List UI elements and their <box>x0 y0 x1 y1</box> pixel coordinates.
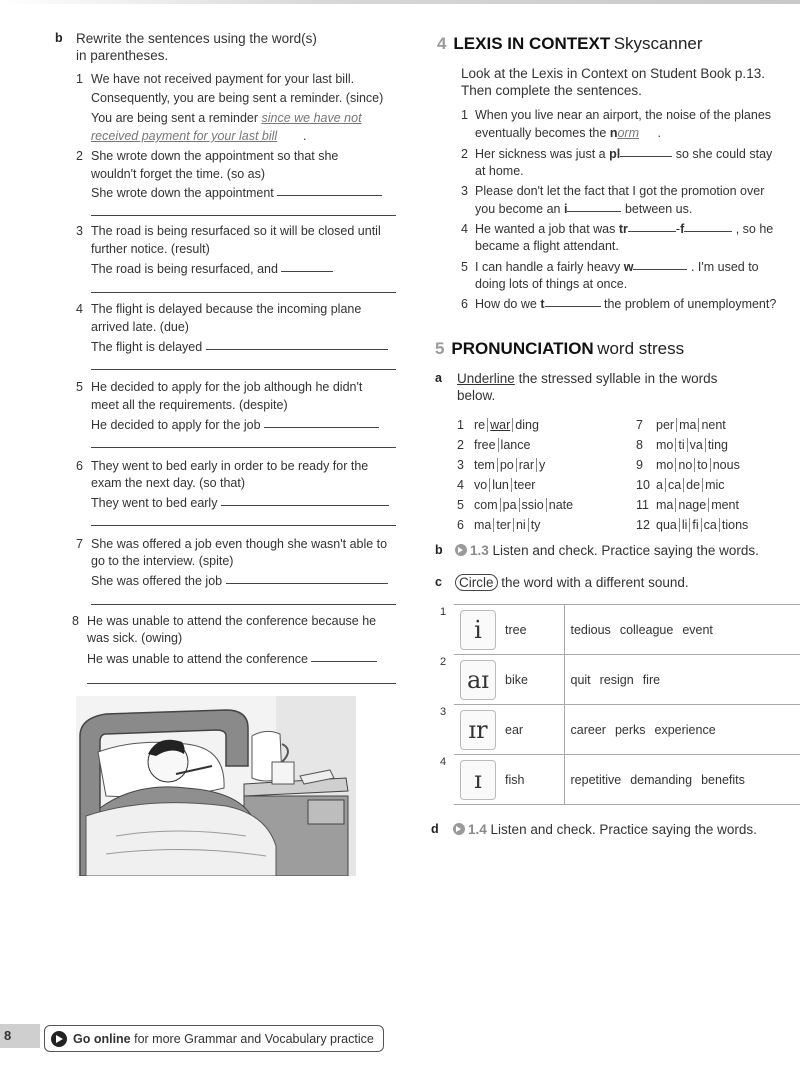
syllable[interactable]: rar <box>519 458 537 472</box>
answer-line[interactable] <box>91 215 396 216</box>
syllable[interactable]: y <box>539 458 546 472</box>
answer-blank[interactable] <box>628 231 676 232</box>
item-number: 4 <box>76 302 83 316</box>
item-number: 2 <box>76 149 83 163</box>
item-text: - <box>675 222 681 236</box>
audio-track-number: 1.4 <box>468 822 487 837</box>
sound-choice-word[interactable]: career <box>570 722 606 737</box>
syllable[interactable]: nage <box>678 498 709 512</box>
syllable[interactable]: ting <box>707 438 728 452</box>
letter-clue: i <box>563 202 568 216</box>
letter-clue: t <box>540 297 545 311</box>
sound-choice-word[interactable]: resign <box>599 672 634 687</box>
item-text: When you live near an airport, the noise of the planes <box>475 108 772 122</box>
syllable[interactable]: re <box>474 418 488 432</box>
part-b-instruction-1: Rewrite the sentences using the word(s) <box>76 31 317 46</box>
sound-choice-word[interactable]: colleague <box>619 622 674 637</box>
word-number: 1 <box>457 418 464 432</box>
answer-line[interactable] <box>87 683 396 684</box>
audio-icon[interactable] <box>455 544 467 556</box>
syllable[interactable]: vo <box>474 478 490 492</box>
sound-choice-word[interactable]: tedious <box>570 622 611 637</box>
word-number: 7 <box>636 418 643 432</box>
stress-word-item <box>457 438 530 452</box>
audio-track-number: 1.3 <box>470 543 489 558</box>
underline-word: Underline <box>457 371 515 386</box>
answer-blank[interactable] <box>545 306 601 307</box>
syllable[interactable]: de <box>686 478 703 492</box>
answer-blank[interactable] <box>620 156 672 157</box>
item-question: arrived late. (due) <box>91 320 189 334</box>
answer-blank[interactable] <box>567 211 621 212</box>
answer-line[interactable] <box>91 369 396 370</box>
syllable[interactable]: ssio <box>522 498 547 512</box>
syllable[interactable]: li <box>682 518 691 532</box>
word-number: 12 <box>636 518 650 532</box>
answer-blank[interactable] <box>311 661 377 662</box>
phoneme-symbol-icon: ɪ <box>460 760 496 800</box>
audio-icon[interactable] <box>453 823 465 835</box>
answer-blank[interactable] <box>264 427 379 428</box>
syllable[interactable]: tions <box>721 518 749 532</box>
item-text: I can handle a fairly heavy <box>475 260 621 274</box>
item-text: became a flight attendant. <box>475 239 619 253</box>
phoneme-symbol-icon: ɪr <box>460 710 496 750</box>
part-a-instruction: the stressed syllable in the words <box>518 371 718 386</box>
word-number: 8 <box>636 438 643 452</box>
sound-row-number: 2 <box>440 656 447 668</box>
syllable[interactable]: ment <box>711 498 739 512</box>
item-question: meet all the requirements. (despite) <box>91 398 288 412</box>
sound-choice-word[interactable]: demanding <box>630 772 693 787</box>
item-number: 1 <box>76 72 83 86</box>
item-text: doing lots of things at once. <box>475 277 628 291</box>
sick-man-in-bed-illustration <box>76 696 356 876</box>
stress-word-item <box>636 458 740 472</box>
item-question: wouldn't forget the time. (so as) <box>91 167 265 181</box>
stress-word-item <box>636 438 728 452</box>
syllable[interactable]: ma <box>474 518 494 532</box>
sound-table <box>454 604 800 805</box>
answer-blank[interactable] <box>226 583 388 584</box>
item-number: 7 <box>76 537 83 551</box>
item-question: further notice. (result) <box>91 242 210 256</box>
right-column <box>420 0 800 1000</box>
item-text: How do we <box>475 297 537 311</box>
item-number: 3 <box>461 184 468 198</box>
syllable[interactable]: nate <box>548 498 574 512</box>
item-answer-start: You are being sent a reminder <box>91 111 259 125</box>
syllable[interactable]: pa <box>503 498 520 512</box>
syllable[interactable]: mo <box>656 438 676 452</box>
item-text: He wanted a job that was <box>475 222 616 236</box>
syllable[interactable]: ma <box>679 418 699 432</box>
stress-word-item <box>636 478 725 492</box>
answer-line[interactable] <box>91 604 396 605</box>
item-number: 3 <box>76 224 83 238</box>
syllable[interactable]: ni <box>516 518 529 532</box>
item-number: 4 <box>461 222 468 236</box>
handwritten-answer: received payment for your last bill <box>91 129 278 143</box>
item-answer-start: He decided to apply for the job <box>91 418 261 432</box>
phoneme-symbol-icon: aɪ <box>460 660 496 700</box>
sound-choice-word[interactable]: event <box>682 622 713 637</box>
stress-word-item <box>457 478 535 492</box>
item-question: He was unable to attend the conference because he <box>87 614 377 628</box>
circle-word: Circle <box>455 574 498 591</box>
item-text: Her sickness was just a <box>475 147 606 161</box>
syllable[interactable]: war <box>490 418 513 432</box>
item-question: The flight is delayed because the incoming plane <box>91 302 362 316</box>
syllable[interactable]: tem <box>474 458 498 472</box>
letter-clue: w <box>623 260 634 274</box>
phoneme-symbol-icon: i <box>460 610 496 650</box>
part-b-instruction: Listen and check. Practice saying the words. <box>492 543 759 558</box>
stress-word-item <box>636 498 739 512</box>
part-b-letter: b <box>55 31 63 45</box>
part-b-instruction-2: in parentheses. <box>76 48 169 63</box>
item-number: 6 <box>461 297 468 311</box>
answer-blank[interactable] <box>633 269 687 270</box>
sound-row <box>454 705 800 755</box>
part-b-letter: b <box>435 543 443 557</box>
item-text: so she could stay <box>675 147 773 161</box>
sound-row-number: 4 <box>440 756 447 768</box>
item-text: you become an <box>475 202 561 216</box>
word-number: 10 <box>636 478 650 492</box>
item-answer-start: The road is being resurfaced, and <box>91 262 278 276</box>
sound-choice-word[interactable]: perks <box>614 722 646 737</box>
stress-word-item <box>636 418 726 432</box>
section-4-instruction: Then complete the sentences. <box>461 83 642 98</box>
syllable[interactable]: mic <box>705 478 725 492</box>
item-answer-start: The flight is delayed <box>91 340 203 354</box>
answer-blank[interactable] <box>684 231 732 232</box>
item-text: , so he <box>735 222 774 236</box>
stress-word-item <box>457 418 539 432</box>
syllable[interactable]: teer <box>513 478 536 492</box>
item-answer-start: She wrote down the appointment <box>91 186 274 200</box>
sound-choice-word[interactable]: fire <box>642 672 661 687</box>
syllable[interactable]: va <box>690 438 706 452</box>
item-period: . <box>303 129 307 143</box>
letter-clue: n <box>609 126 618 140</box>
item-text: between us. <box>624 202 693 216</box>
key-word: ear <box>504 705 564 755</box>
syllable[interactable]: no <box>678 458 695 472</box>
go-online-banner[interactable] <box>44 1025 384 1052</box>
item-text: Please don't let the fact that I got the promotion over <box>475 184 765 198</box>
syllable[interactable]: ty <box>530 518 541 532</box>
item-question: We have not received payment for your last bill. <box>91 72 355 86</box>
sound-row <box>454 605 800 655</box>
section-subtitle: Skyscanner <box>613 34 703 53</box>
online-arrow-icon <box>51 1031 67 1047</box>
stress-word-item <box>636 518 748 532</box>
syllable[interactable]: free <box>474 438 499 452</box>
syllable[interactable]: po <box>500 458 517 472</box>
part-c-letter: c <box>435 575 442 589</box>
syllable[interactable]: ti <box>678 438 687 452</box>
stress-word-item <box>457 518 540 532</box>
part-d-letter: d <box>431 822 439 836</box>
answer-blank[interactable] <box>221 505 389 506</box>
go-online-text: for more Grammar and Vocabulary practice <box>134 1031 374 1046</box>
item-question: was sick. (owing) <box>87 631 183 645</box>
syllable[interactable]: com <box>474 498 501 512</box>
sound-choice-word[interactable]: quit <box>570 672 591 687</box>
syllable[interactable]: mo <box>656 458 676 472</box>
word-number: 4 <box>457 478 464 492</box>
syllable[interactable]: ter <box>496 518 514 532</box>
item-number: 2 <box>461 147 468 161</box>
sound-row-number: 1 <box>440 606 447 618</box>
syllable[interactable]: to <box>697 458 710 472</box>
part-c-instruction: the word with a different sound. <box>501 575 689 590</box>
answer-line[interactable] <box>91 292 396 293</box>
word-number: 11 <box>636 498 649 512</box>
item-text: . I'm used to <box>690 260 759 274</box>
word-number: 9 <box>636 458 643 472</box>
syllable[interactable]: per <box>656 418 677 432</box>
letter-clue: f <box>680 222 685 236</box>
sound-row <box>454 655 800 705</box>
item-answer-start: They went to bed early <box>91 496 218 510</box>
item-text: . <box>657 126 661 140</box>
item-number: 6 <box>76 459 83 473</box>
section-number: 5 <box>435 339 445 358</box>
word-number: 3 <box>457 458 464 472</box>
sound-choice-word[interactable]: repetitive <box>570 772 622 787</box>
answer-blank[interactable] <box>206 349 388 350</box>
sound-row-number: 3 <box>440 706 447 718</box>
sound-row <box>454 755 800 805</box>
answer-blank[interactable] <box>281 271 333 272</box>
item-question: She wrote down the appointment so that she <box>91 149 339 163</box>
section-title: LEXIS IN CONTEXT <box>453 34 611 53</box>
item-answer-start: He was unable to attend the conference <box>87 652 308 666</box>
sound-choice-word[interactable]: experience <box>654 722 716 737</box>
word-number: 2 <box>457 438 464 452</box>
go-online-label: Go online <box>73 1031 131 1046</box>
key-word: tree <box>504 605 564 655</box>
section-subtitle: word stress <box>597 339 685 358</box>
syllable[interactable]: ma <box>656 498 676 512</box>
item-question: She was offered a job even though she wasn't able to <box>91 537 388 551</box>
syllable[interactable]: lance <box>500 438 531 452</box>
item-text: the problem of unemployment? <box>603 297 777 311</box>
handwritten-answer: orm <box>617 126 639 140</box>
section-number: 4 <box>437 34 447 53</box>
syllable[interactable]: lun <box>492 478 512 492</box>
answer-line[interactable] <box>91 447 396 448</box>
item-question: Consequently, you are being sent a reminder. (since) <box>91 91 384 105</box>
syllable[interactable]: a <box>656 478 666 492</box>
section-5-header <box>435 339 684 359</box>
letter-clue: pl <box>609 147 621 161</box>
item-number: 5 <box>461 260 468 274</box>
item-number: 8 <box>72 614 79 628</box>
item-answer-start: She was offered the job <box>91 574 223 588</box>
section-title: PRONUNCIATION <box>451 339 594 358</box>
answer-blank[interactable] <box>277 195 382 196</box>
syllable[interactable]: nous <box>712 458 740 472</box>
item-question: exam the next day. (so that) <box>91 476 246 490</box>
section-4-header <box>437 34 703 54</box>
item-text: eventually becomes the <box>475 126 607 140</box>
stress-word-item <box>457 458 545 472</box>
word-number: 6 <box>457 518 464 532</box>
part-a-instruction: below. <box>457 388 496 403</box>
part-d-instruction: Listen and check. Practice saying the words. <box>490 822 757 837</box>
syllable[interactable]: ca <box>668 478 684 492</box>
syllable[interactable]: ding <box>515 418 539 432</box>
word-number: 5 <box>457 498 464 512</box>
item-question: He decided to apply for the job although he didn't <box>91 380 363 394</box>
part-a-letter: a <box>435 371 442 385</box>
item-number: 5 <box>76 380 83 394</box>
item-question: go to the interview. (spite) <box>91 554 234 568</box>
syllable[interactable]: nent <box>701 418 726 432</box>
page-number: 8 <box>0 1024 40 1048</box>
syllable[interactable]: fi <box>692 518 701 532</box>
item-question: They went to bed early in order to be ready for the <box>91 459 369 473</box>
item-text: at home. <box>475 164 524 178</box>
sound-choice-word[interactable]: benefits <box>701 772 745 787</box>
section-4-instruction: Look at the Lexis in Context on Student Book p.13. <box>461 66 765 81</box>
handwritten-answer: since we have not <box>261 111 362 125</box>
item-question: The road is being resurfaced so it will be closed until <box>91 224 381 238</box>
letter-clue: tr <box>618 222 628 236</box>
syllable[interactable]: ca <box>704 518 720 532</box>
key-word: bike <box>504 655 564 705</box>
item-number: 1 <box>461 108 468 122</box>
answer-line[interactable] <box>91 525 396 526</box>
syllable[interactable]: qua <box>656 518 680 532</box>
stress-word-item <box>457 498 573 512</box>
key-word: fish <box>504 755 564 805</box>
